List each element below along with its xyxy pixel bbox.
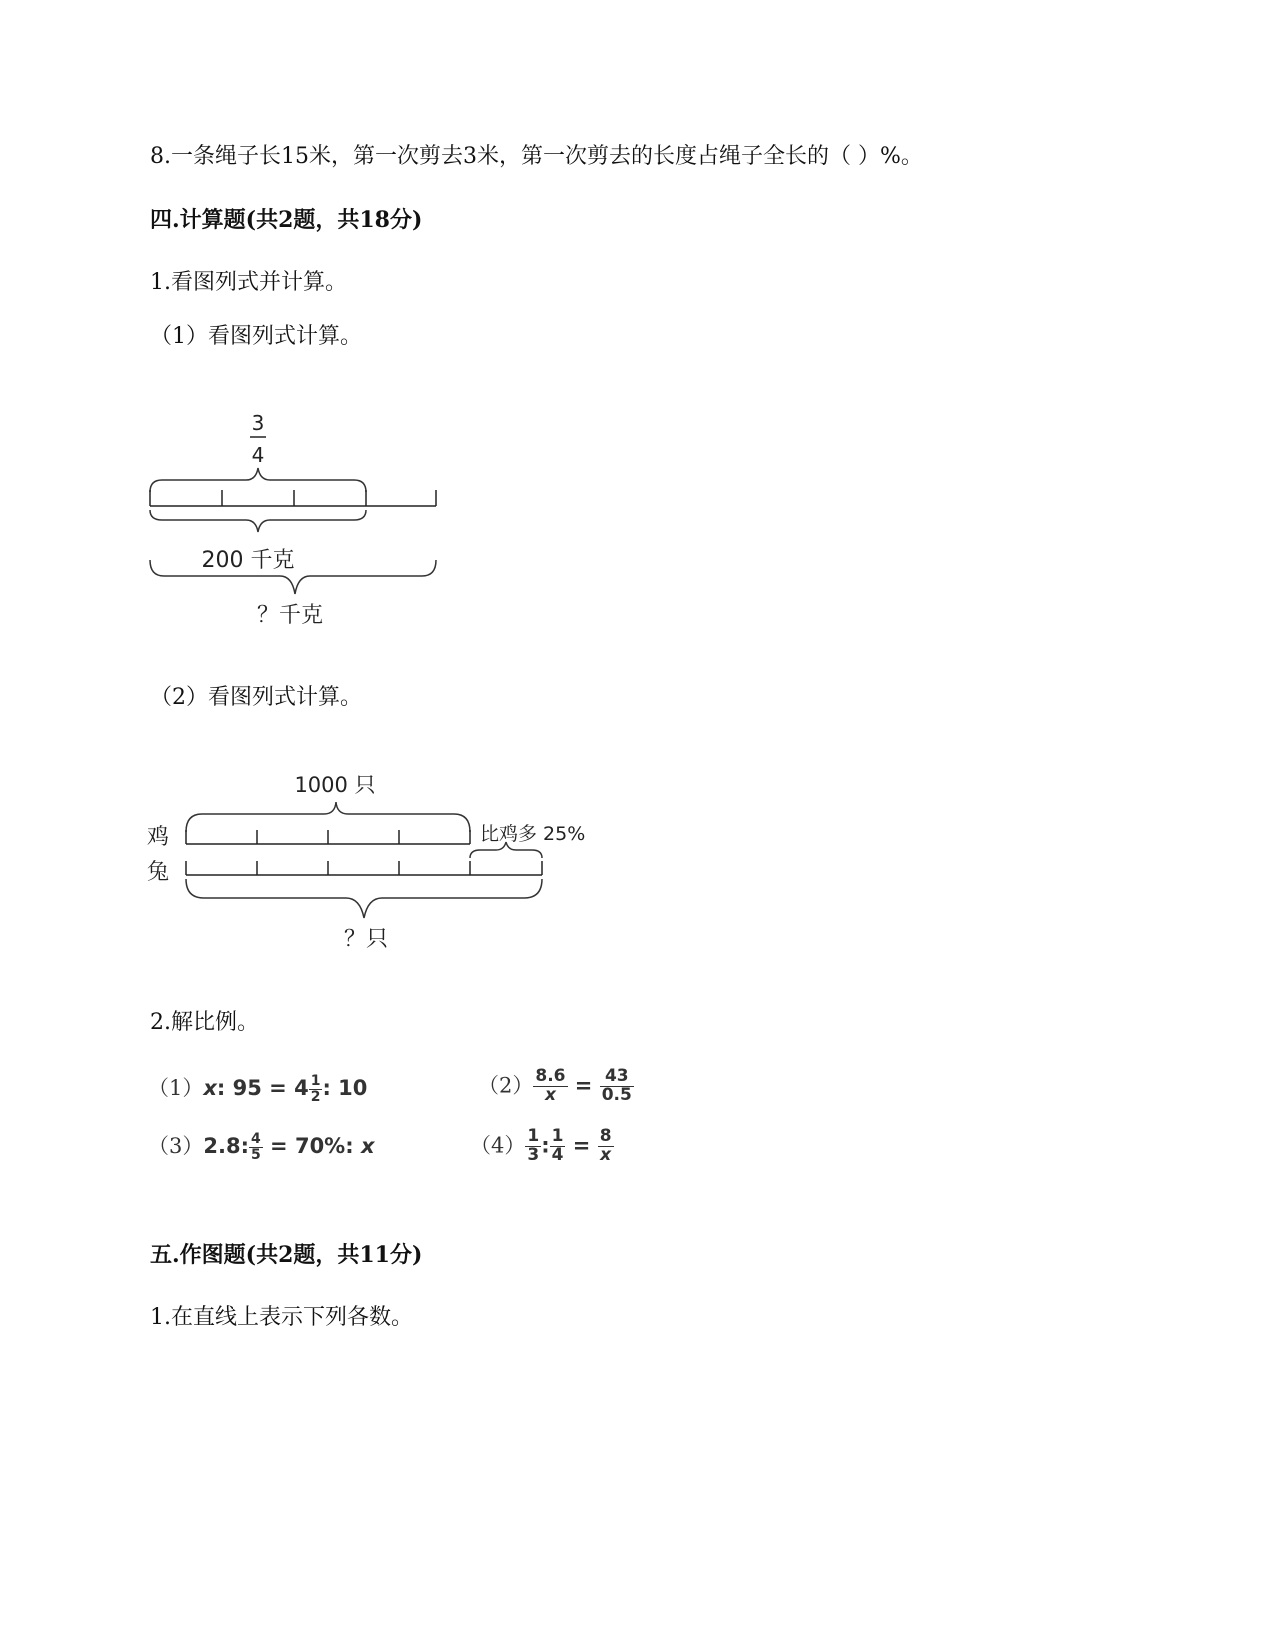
label-unknown-count: ？只 bbox=[343, 927, 389, 952]
label-unknown-weight: ？千克 bbox=[256, 603, 324, 628]
top-brace bbox=[150, 468, 366, 492]
diagram-weight-svg bbox=[140, 400, 460, 635]
diagram-chicken-rabbit bbox=[140, 762, 600, 966]
chicken-top-brace bbox=[186, 802, 470, 832]
fraction-denominator: 4 bbox=[251, 443, 265, 467]
question-5-1: 1.在直线上表示下列各数。 bbox=[150, 1305, 413, 1330]
proportion-2: （2） $\frac{8.6}{x}$ = $\frac{43}{0.5}$ bbox=[478, 1066, 632, 1105]
row-rabbit-label: 兔 bbox=[147, 860, 170, 885]
proportion-4-num: （4） bbox=[470, 1133, 526, 1158]
label-top-count: 1000 只 bbox=[294, 773, 376, 797]
question-4-1-sub2-label: （2）看图列式计算。 bbox=[150, 685, 362, 710]
proportion-1-num: （1） bbox=[148, 1076, 204, 1100]
fraction-numerator: 3 bbox=[251, 411, 265, 435]
proportion-3-num: （3） bbox=[148, 1134, 204, 1158]
question-8: 8.一条绳子长15米，第一次剪去3米，第一次剪去的长度占绳子全长的（ ）%。 bbox=[150, 144, 923, 169]
section-5-heading: 五.作图题(共2题，共11分) bbox=[150, 1242, 423, 1268]
question-4-1-sub1-label: （1）看图列式计算。 bbox=[150, 324, 362, 349]
question-4-1-title: 1.看图列式并计算。 bbox=[150, 270, 347, 295]
proportion-1: （1）x: 95 = 4 $\frac{1}{2}$ : 10 bbox=[148, 1072, 368, 1105]
known-brace bbox=[150, 510, 366, 532]
label-more-percent: 比鸡多 25% bbox=[480, 823, 586, 845]
section-4-heading: 四.计算题(共2题，共18分) bbox=[150, 207, 423, 233]
proportion-2-num: （2） bbox=[478, 1073, 534, 1098]
rabbit-total-brace bbox=[186, 879, 542, 918]
diagram-weight bbox=[140, 400, 460, 639]
label-known-weight: 200 千克 bbox=[201, 548, 295, 573]
question-4-2-title: 2.解比例。 bbox=[150, 1010, 259, 1035]
diagram-chicken-rabbit-svg bbox=[140, 762, 600, 962]
proportion-4: （4） $\frac{1}{3}$ : $\frac{1}{4}$ = $\frac{8}{x}$ bbox=[470, 1126, 612, 1165]
proportion-3: （3）2.8: $\frac{4}{5}$ = 70%: x bbox=[148, 1130, 375, 1163]
row-chicken-label: 鸡 bbox=[147, 825, 170, 850]
